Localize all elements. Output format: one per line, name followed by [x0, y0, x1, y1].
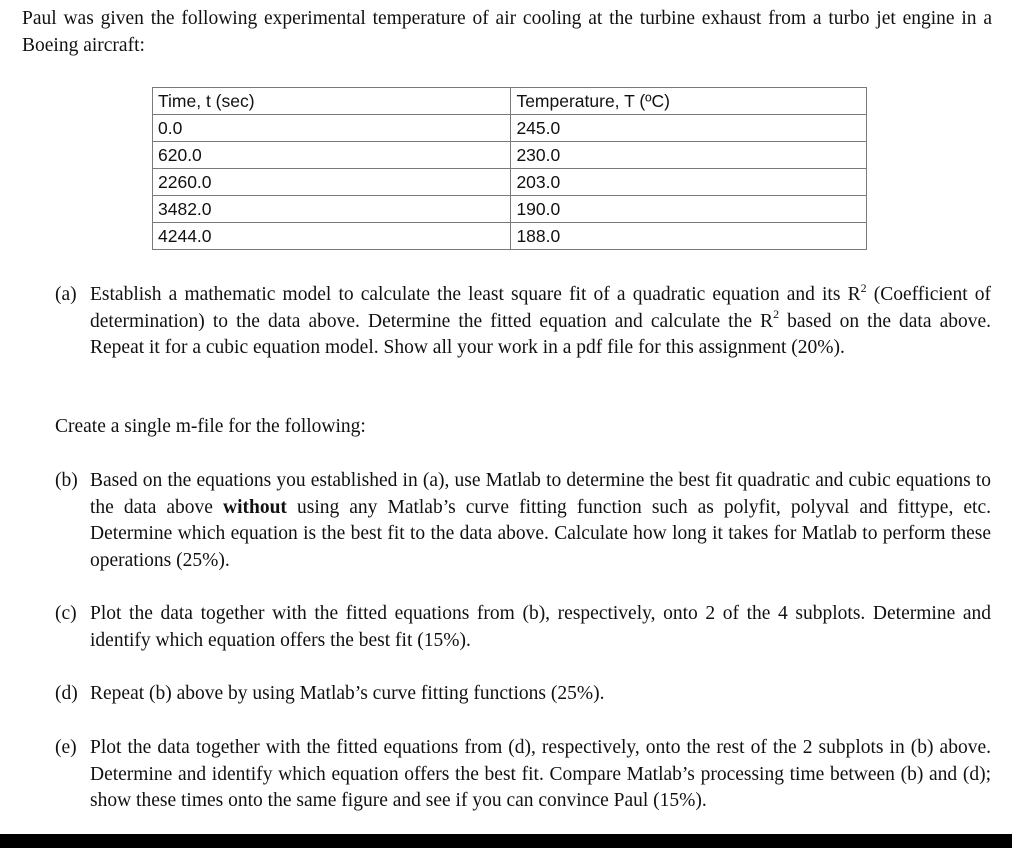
item-a	[55, 282, 991, 362]
table-row	[153, 142, 867, 169]
cell-time: 4244.0	[153, 223, 511, 250]
cell-temperature: 188.0	[511, 223, 867, 250]
item-d-text: Repeat (b) above by using Matlab’s curve fitting functions (25%).	[90, 683, 605, 704]
item-a-text-part: Establish a mathematic model to calculate the least square fit of a quadratic equation and its R	[90, 284, 861, 305]
item-e	[55, 735, 991, 815]
item-d-label: (d)	[55, 683, 78, 704]
intro-paragraph: Paul was given the following experimental temperature of air cooling at the turbine exhaust from a turbo jet engine in a Boeing aircraft:	[22, 8, 992, 56]
bottom-edge-bar	[0, 834, 1012, 848]
item-b-text-part: Based on the equations you established in (a), use Matlab to determine the best fit quadratic and cubic equations to the data above	[90, 470, 991, 518]
item-c-label: (c)	[55, 603, 77, 624]
create-mfile-heading: Create a single m-file for the following:	[55, 416, 366, 437]
item-a-text	[90, 282, 991, 362]
item-c-text: Plot the data together with the fitted equations from (b), respectively, onto 2 of the 4 subplots. Determine and identify which equation offers the best fit (15%).	[90, 603, 991, 651]
item-d	[55, 681, 991, 708]
cell-time: 3482.0	[153, 196, 511, 223]
cell-time: 0.0	[153, 115, 511, 142]
cell-temperature: 230.0	[511, 142, 867, 169]
item-b-label: (b)	[55, 470, 78, 491]
item-e-label: (e)	[55, 737, 77, 758]
item-c	[55, 601, 991, 654]
table-row	[153, 196, 867, 223]
item-b-text-part: using any Matlab’s curve fitting function such as polyfit, polyval and fittype, etc. Determine which equation is the best fit to the data above. Calculate how long it takes for Matlab to perform these operations (25%).	[90, 496, 991, 571]
superscript-2: 2	[773, 307, 780, 321]
item-e-text: Plot the data together with the fitted equations from (d), respectively, onto the rest of the 2 subplots in (b) above. Determine and identify which equation offers the best fit. Compare Matlab’s processing time between (b) and (d); show these times onto the same figure and see if you can convince Paul (15%).	[90, 737, 991, 811]
item-a-label: (a)	[55, 284, 77, 305]
bold-without: without	[223, 496, 287, 518]
cell-time: 620.0	[153, 142, 511, 169]
table-row	[153, 115, 867, 142]
cell-temperature: 203.0	[511, 169, 867, 196]
item-a-text-part: (Coefficient of determination) to the data above. Determine the fitted equation and calculate the R	[90, 284, 991, 332]
cell-time: 2260.0	[153, 169, 511, 196]
table-row	[153, 169, 867, 196]
header-time: Time, t (sec)	[153, 88, 511, 115]
item-b-text	[90, 468, 991, 574]
superscript-2: 2	[860, 280, 867, 295]
data-table	[152, 87, 867, 250]
item-a-text-part: based on the data above. Repeat it for a cubic equation model. Show all your work in a pdf file for this assignment (20%).	[90, 310, 992, 358]
item-b	[55, 468, 991, 574]
cell-temperature: 245.0	[511, 115, 867, 142]
cell-temperature: 190.0	[511, 196, 867, 223]
table-header-row	[153, 88, 867, 115]
table-row	[153, 223, 867, 250]
header-temperature: Temperature, T (ºC)	[511, 88, 867, 115]
